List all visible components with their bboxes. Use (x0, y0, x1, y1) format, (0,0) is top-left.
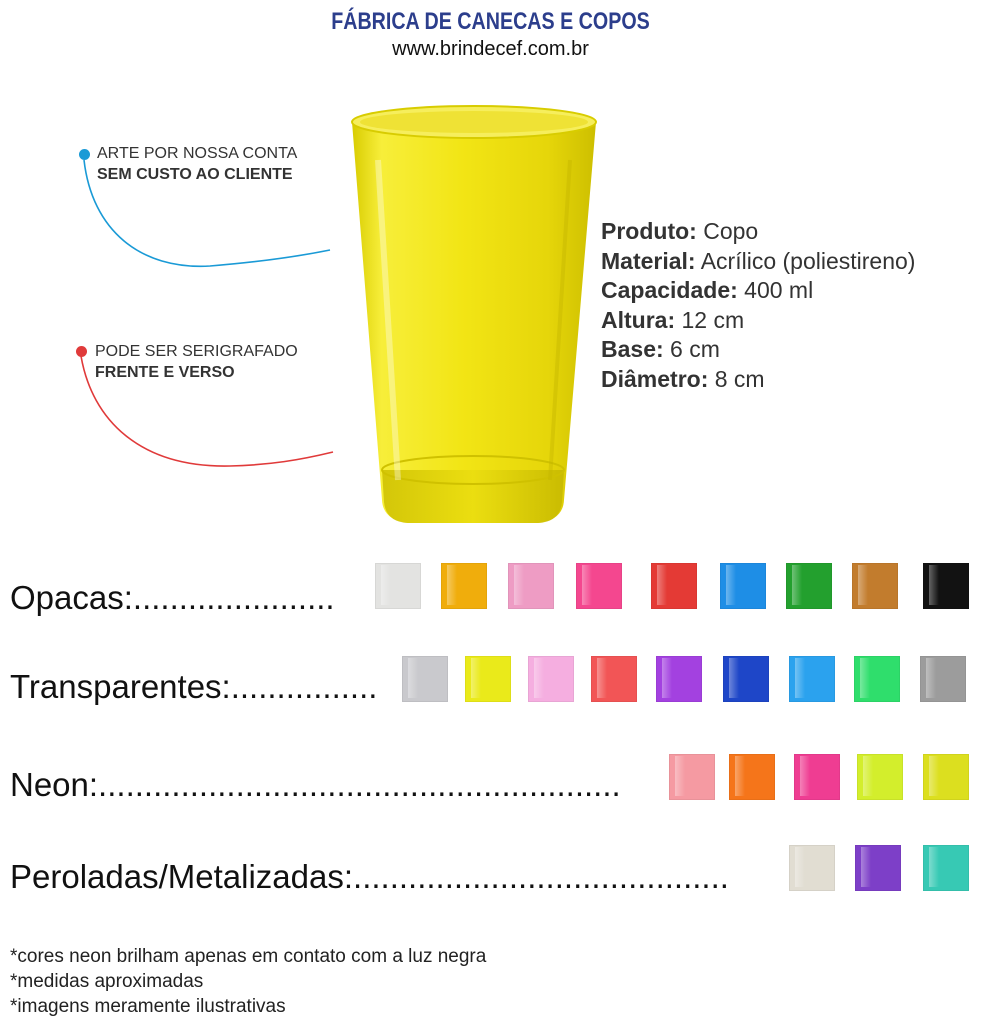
color-swatch (923, 845, 969, 891)
color-swatch (723, 656, 769, 702)
color-swatch (857, 754, 903, 800)
color-swatch (465, 656, 511, 702)
color-swatch (789, 845, 835, 891)
color-swatch (656, 656, 702, 702)
footnote-neon: *cores neon brilham apenas em contato com a luz negra (10, 946, 487, 967)
color-row-transparentes-label: Transparentes:................ (10, 668, 378, 705)
spec-value: 6 cm (670, 336, 720, 362)
footnote-images: *imagens meramente ilustrativas (10, 996, 286, 1017)
spec-label: Produto: (601, 218, 697, 244)
color-swatch (789, 656, 835, 702)
spec-value: Copo (703, 218, 759, 244)
color-swatch (651, 563, 697, 609)
spec-value: Acrílico (poliestireno) (700, 247, 916, 274)
color-swatch (528, 656, 574, 702)
callout-connector-blue (84, 160, 330, 266)
callout-art-line1: ARTE POR NOSSA CONTA (97, 145, 298, 162)
color-swatch (402, 656, 448, 702)
website-url: www.brindecef.com.br (392, 38, 589, 60)
color-swatch (923, 754, 969, 800)
color-swatch (591, 656, 637, 702)
color-swatch (729, 754, 775, 800)
callout-print-line2: FRENTE E VERSO (95, 364, 235, 381)
callout-art-line2: SEM CUSTO AO CLIENTE (97, 166, 293, 183)
spec-value: 400 ml (744, 277, 814, 303)
cup-image (338, 100, 600, 530)
color-row-neon-label: Neon:......................................................... (10, 766, 621, 803)
spec-value: 12 cm (681, 306, 745, 333)
spec-value: 8 cm (714, 365, 765, 392)
color-swatch (720, 563, 766, 609)
spec-label: Material: (601, 247, 696, 274)
spec-row-material (601, 247, 915, 277)
spec-row-produto (601, 217, 915, 247)
color-swatch (669, 754, 715, 800)
color-swatch (923, 563, 969, 609)
product-specs (601, 217, 915, 394)
color-swatch (576, 563, 622, 609)
color-row-opacas-label: Opacas:...................... (10, 579, 335, 616)
spec-label: Altura: (601, 306, 676, 333)
color-swatch (786, 563, 832, 609)
spec-label: Capacidade: (601, 277, 738, 303)
page-title: FÁBRICA DE CANECAS E COPOS (331, 8, 650, 35)
color-swatch (920, 656, 966, 702)
callout-print-line1: PODE SER SERIGRAFADO (95, 343, 298, 360)
spec-label: Base: (601, 336, 664, 362)
callout-connector-red (81, 356, 333, 466)
spec-row-diametro (601, 365, 915, 395)
color-swatch (854, 656, 900, 702)
color-swatch (794, 754, 840, 800)
color-swatch (855, 845, 901, 891)
spec-row-altura (601, 306, 915, 336)
footnote-measures: *medidas aproximadas (10, 971, 204, 992)
color-swatch (852, 563, 898, 609)
color-swatch (508, 563, 554, 609)
color-row-peroladas-label: Peroladas/Metalizadas:......................................... (10, 858, 729, 895)
color-swatch (375, 563, 421, 609)
spec-label: Diâmetro: (601, 365, 709, 392)
color-swatch (441, 563, 487, 609)
spec-row-base (601, 335, 915, 365)
spec-row-capacidade (601, 276, 915, 306)
footnotes (10, 944, 486, 1019)
